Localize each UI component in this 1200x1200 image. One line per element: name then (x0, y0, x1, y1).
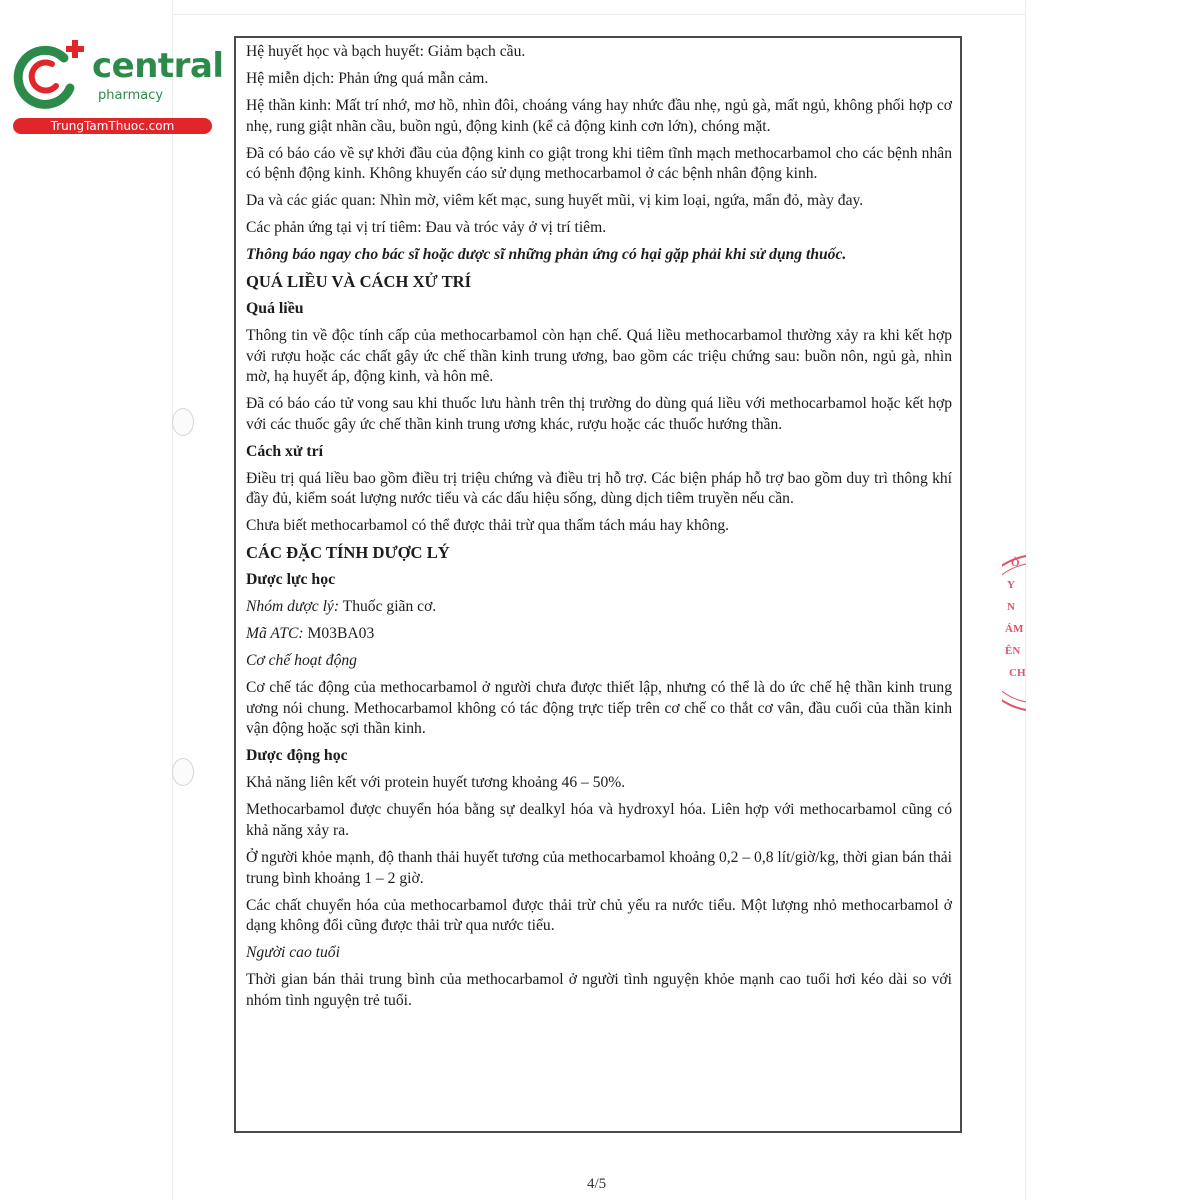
pharmacological-group (246, 597, 952, 618)
adverse-reaction-warning: Thông báo ngay cho bác sĩ hoặc dược sĩ những phản ứng có hại gặp phải khi sử dụng thuốc. (246, 246, 847, 264)
paragraph-immune: Hệ miễn dịch: Phản ứng quá mẫn cảm. (246, 69, 489, 87)
document-content-box (234, 36, 962, 1133)
atc-code-label: Mã ATC: (246, 625, 304, 643)
paragraph-injection-site: Các phản ứng tại vị trí tiêm: Đau và tróc vảy ở vị trí tiêm. (246, 219, 607, 237)
atc-code (246, 624, 952, 645)
elderly-label: Người cao tuổi (246, 944, 340, 962)
pharmacological-group-label: Nhóm dược lý: (246, 598, 340, 616)
mechanism-label: Cơ chế hoạt động (246, 652, 357, 670)
stamp-fragment: Ò (1011, 557, 1020, 569)
paragraph-management: Điều trị quá liều bao gồm điều trị triệu chứng và điều trị hỗ trợ. Các biện pháp hỗ trợ bao gồm duy trì thông khí đầy đủ, kiểm soát lượng nước tiểu và các dấu hiệu sống, dùng dịch tiêm truyền nếu cần. (246, 469, 952, 508)
paragraph-excretion: Các chất chuyển hóa của methocarbamol được thải trừ chủ yếu ra nước tiểu. Một lượng nhỏ methocarbamol ở dạng không đổi cũng được thải trừ qua nước tiểu. (246, 896, 952, 935)
stamp-fragment: ÊN (1005, 645, 1021, 657)
paragraph-hemodialysis: Chưa biết methocarbamol có thể được thải trừ qua thẩm tách máu hay không. (246, 517, 730, 535)
punch-hole-upper (172, 408, 194, 436)
paragraph-overdose-info: Thông tin về độc tính cấp của methocarbamol còn hạn chế. Quá liều methocarbamol thường xảy ra khi kết hợp với rượu hoặc các chất gây ức chế thần kinh trung ương, bao gồm các triệu chứng sau: buồn nôn, ngủ gà, nhìn mờ, hạ huyết áp, động kinh, và hôn mê. (246, 327, 952, 386)
section-heading-overdose: QUÁ LIỀU VÀ CÁCH XỬ TRÍ (246, 272, 472, 292)
stamp-fragment: ÁM (1005, 623, 1024, 635)
stamp-text (1005, 552, 1026, 684)
page-number: 4/5 (587, 1176, 607, 1192)
paragraph-nervous: Hệ thần kinh: Mất trí nhớ, mơ hồ, nhìn đôi, choáng váng hay nhức đầu nhẹ, ngủ gà, mất ngủ, không phối hợp cơ nhẹ, rung giật nhãn cầu, buồn ngủ, động kinh (kể cả động kinh cơn lớn), chóng mặt. (246, 96, 952, 135)
paragraph-seizure-report: Đã có báo cáo về sự khởi đầu của động kinh co giật trong khi tiêm tĩnh mạch methocarbamol cho các bệnh nhân có bệnh động kinh. Không khuyến cáo sử dụng methocarbamol ở các bệnh nhân động kinh. (246, 144, 952, 183)
central-pharmacy-logo[interactable] (10, 36, 224, 136)
paragraph-metabolism: Methocarbamol được chuyển hóa bằng sự dealkyl hóa và hydroxyl hóa. Liên hợp với methocarbamol cũng có khả năng xảy ra. (246, 801, 952, 839)
subheading-overdose: Quá liều (246, 300, 304, 318)
logo-website-badge[interactable]: TrungTamThuoc.com (13, 118, 212, 134)
stamp-fragment: CH (1009, 667, 1026, 679)
paragraph-skin-senses: Da và các giác quan: Nhìn mờ, viêm kết mạc, sung huyết mũi, vị kim loại, ngứa, mẩn đỏ, mày đay. (246, 192, 864, 210)
subheading-pharmacokinetics: Dược động học (246, 747, 348, 765)
subheading-pharmacodynamics: Dược lực học (246, 571, 336, 589)
atc-code-value: M03BA03 (303, 625, 375, 643)
logo-brand-subtitle: pharmacy (98, 88, 164, 103)
paragraph-clearance: Ở người khỏe mạnh, độ thanh thải huyết tương của methocarbamol khoảng 0,2 – 0,8 lít/giờ/kg, thời gian bán thải trung bình khoảng 1 – 2 giờ. (246, 848, 952, 887)
subheading-management: Cách xử trí (246, 442, 324, 460)
stamp-fragment: N (1007, 601, 1015, 613)
paragraph-protein-binding: Khả năng liên kết với protein huyết tương khoảng 46 – 50%. (246, 774, 626, 792)
pharmacological-group-value: Thuốc giãn cơ. (339, 598, 437, 616)
paragraph-overdose-deaths: Đã có báo cáo tử vong sau khi thuốc lưu hành trên thị trường do dùng quá liều với methocarbamol hoặc kết hợp với các thuốc gây ức chế thần kinh trung ương khác, rượu hoặc các thuốc hướng thần. (246, 395, 952, 433)
red-stamp-fragment (1002, 552, 1028, 714)
paragraph-mechanism: Cơ chế tác động của methocarbamol ở người chưa được thiết lập, nhưng có thể là do ức chế hệ thần kinh trung ương nói chung. Methocarbamol không có tác động trực tiếp trên cơ chế co thắt cơ vân, đầu cuối của thần kinh vận động hoặc sợi thần kinh. (246, 679, 952, 738)
stamp-fragment: Y (1007, 579, 1015, 591)
section-heading-pharmacology: CÁC ĐẶC TÍNH DƯỢC LÝ (246, 543, 450, 563)
punch-hole-lower (172, 758, 194, 786)
paragraph-hematology: Hệ huyết học và bạch huyết: Giảm bạch cầu. (246, 43, 526, 60)
logo-brand-name: central (92, 46, 224, 86)
paragraph-elderly: Thời gian bán thải trung bình của methocarbamol ở người tình nguyện khỏe mạnh cao tuổi hơi kéo dài so với nhóm tình nguyện trẻ tuổi. (246, 971, 952, 1009)
logo-emblem-icon (10, 36, 92, 116)
